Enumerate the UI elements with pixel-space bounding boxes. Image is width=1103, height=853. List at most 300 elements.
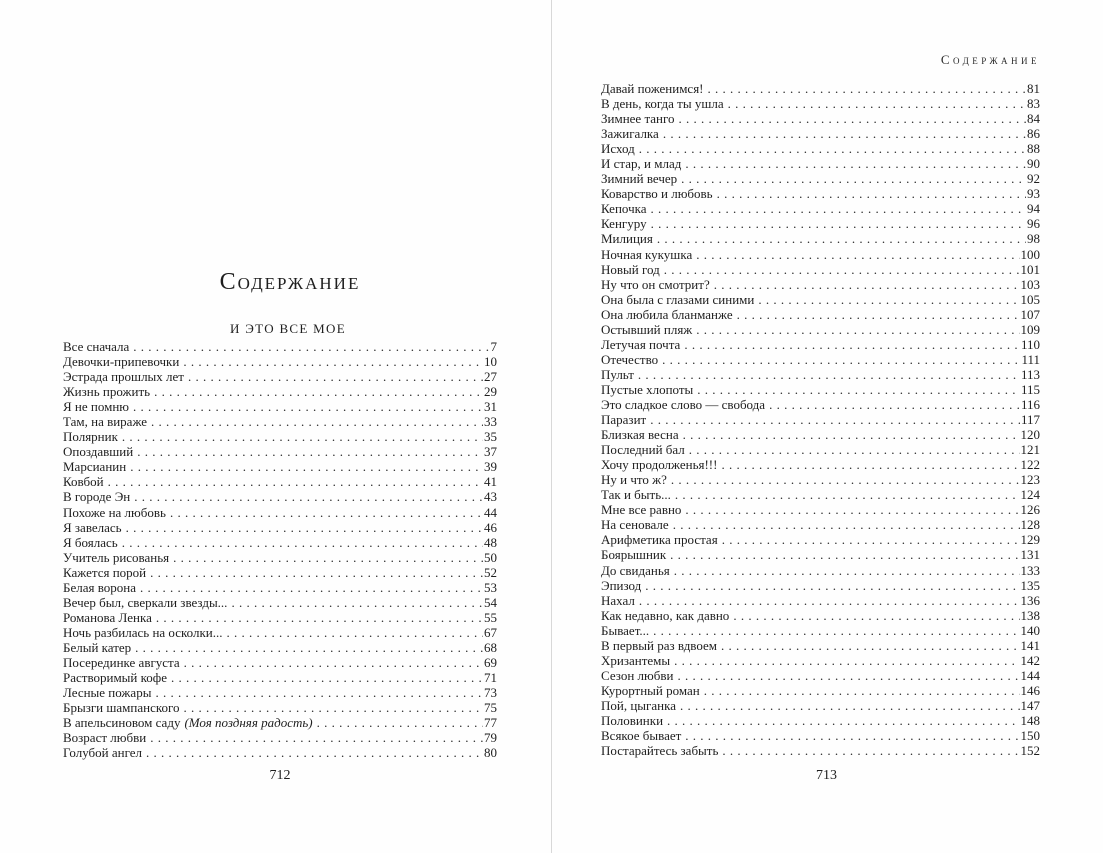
dot-leader (717, 186, 1026, 201)
toc-entry-title: Пой, цыганка (601, 697, 676, 713)
toc-entry-page: 33 (484, 414, 497, 430)
toc-entry-title: Бывает... (601, 622, 650, 638)
toc-entry-page: 75 (484, 700, 497, 716)
toc-entry (63, 474, 497, 489)
toc-entry-page: 147 (1020, 697, 1040, 713)
toc-entry (601, 382, 1040, 397)
toc-entry (601, 683, 1040, 698)
dot-leader (184, 700, 484, 715)
toc-entry (63, 550, 497, 565)
toc-entry-page: 55 (484, 609, 497, 625)
toc-entry-title: На сеновале (601, 517, 669, 533)
toc-entry-title: Близкая весна (601, 427, 679, 443)
dot-leader (677, 668, 1019, 683)
toc-list-right (601, 81, 1040, 758)
toc-entry-page: 53 (484, 579, 497, 595)
dot-leader (683, 427, 1020, 442)
toc-entry (63, 565, 497, 580)
dot-leader (171, 670, 483, 685)
toc-entry (63, 339, 497, 354)
toc-entry-title: Она любила бланманже (601, 306, 733, 322)
dot-leader (684, 337, 1020, 352)
dot-leader (681, 171, 1026, 186)
toc-entry-page: 90 (1027, 156, 1040, 172)
toc-entry-title: Девочки-припевочки (63, 354, 180, 370)
toc-entry-title: Отечество (601, 351, 659, 367)
toc-entry-title: Паразит (601, 412, 647, 428)
toc-entry (601, 186, 1040, 201)
toc-entry-title: Вечер был, сверкали звезды... (63, 594, 228, 610)
dot-leader (663, 126, 1026, 141)
toc-entry-page: 73 (484, 685, 497, 701)
toc-entry (63, 745, 497, 760)
toc-entry-page: 144 (1020, 667, 1040, 683)
toc-entry (601, 96, 1040, 111)
toc-entry (601, 653, 1040, 668)
toc-entry (63, 625, 497, 640)
toc-entry (601, 322, 1040, 337)
dot-leader (639, 593, 1020, 608)
toc-entry-title: Возраст любви (63, 730, 147, 746)
toc-entry-title: Ночная кукушка (601, 246, 693, 262)
toc-entry-page: 29 (484, 384, 497, 400)
dot-leader (667, 713, 1019, 728)
dot-leader (231, 595, 483, 610)
toc-entry (63, 700, 497, 715)
toc-entry-title: Милиция (601, 231, 653, 247)
dot-leader (317, 715, 483, 730)
dot-leader (651, 201, 1027, 216)
dot-leader (680, 698, 1020, 713)
toc-entry-page: 109 (1020, 321, 1040, 337)
toc-entry-title: Я не помню (63, 399, 130, 415)
toc-entry-page: 52 (484, 564, 497, 580)
toc-entry-page: 84 (1027, 111, 1040, 127)
toc-entry-title: До свиданья (601, 562, 670, 578)
toc-entry (601, 156, 1040, 171)
toc-entry-page: 7 (490, 339, 497, 354)
toc-entry (601, 81, 1040, 96)
page-number-left: 712 (269, 768, 291, 783)
toc-entry (601, 472, 1040, 487)
toc-entry-title: Постарайтесь забыть (601, 743, 719, 759)
dot-leader (638, 367, 1020, 382)
toc-entry (601, 563, 1040, 578)
toc-entry-title: Все сначала (63, 339, 130, 354)
toc-entry-title: Зимнее танго (601, 111, 675, 127)
toc-entry-title: Хризантемы (601, 652, 671, 668)
toc-entry-page: 133 (1020, 562, 1040, 578)
toc-entry-title: Полярник (63, 429, 118, 445)
dot-leader (696, 322, 1019, 337)
dot-leader (708, 81, 1026, 96)
toc-entry-title: Мне все равно (601, 502, 682, 518)
dot-leader (704, 683, 1020, 698)
toc-entry (63, 399, 497, 414)
dot-leader (689, 442, 1020, 457)
dot-leader (664, 262, 1020, 277)
toc-entry (63, 655, 497, 670)
dot-leader (671, 472, 1020, 487)
toc-entry-page: 71 (484, 670, 497, 686)
toc-entry-title: В городе Эн (63, 489, 131, 505)
dot-leader (137, 444, 483, 459)
toc-entry-page: 93 (1027, 186, 1040, 202)
toc-entry (63, 595, 497, 610)
dot-leader (721, 457, 1019, 472)
dot-leader (675, 487, 1020, 502)
toc-entry-title: Жизнь прожить (63, 384, 151, 400)
dot-leader (737, 307, 1020, 322)
dot-leader (134, 489, 483, 504)
toc-entry (63, 610, 497, 625)
toc-entry-title: Растворимый кофе (63, 670, 167, 686)
toc-entry-title: В первый раз вдвоем (601, 637, 718, 653)
toc-entry (601, 638, 1040, 653)
toc-entry-page: 67 (484, 624, 497, 640)
toc-entry-page: 105 (1020, 291, 1040, 307)
toc-entry-page: 96 (1027, 216, 1040, 232)
dot-leader (697, 382, 1020, 397)
toc-entry-title: Романова Ленка (63, 609, 152, 625)
toc-entry-page: 10 (484, 354, 497, 370)
toc-entry-page: 69 (484, 654, 497, 670)
toc-entry (63, 384, 497, 399)
toc-entry-page: 136 (1020, 592, 1040, 608)
toc-entry-title: Посерединке августа (63, 654, 180, 670)
toc-entry (601, 698, 1040, 713)
toc-entry (63, 580, 497, 595)
toc-entry-title: Давай поженимся! (601, 81, 704, 96)
toc-entry-title: И стар, и млад (601, 156, 682, 172)
toc-entry (601, 412, 1040, 427)
toc-entry-subtitle: (Моя поздняя радость) (184, 715, 313, 731)
dot-leader (722, 743, 1019, 758)
dot-leader (728, 96, 1026, 111)
dot-leader (673, 517, 1020, 532)
toc-entry-title: Как недавно, как давно (601, 607, 730, 623)
toc-entry-title: Всякое бывает (601, 728, 682, 744)
dot-leader (133, 399, 483, 414)
toc-entry-page: 77 (484, 715, 497, 731)
toc-entry-title: Зимний вечер (601, 171, 678, 187)
toc-entry (601, 111, 1040, 126)
toc-entry-title: Кенгуру (601, 216, 647, 232)
toc-entry-page: 50 (484, 549, 497, 565)
toc-entry-page: 48 (484, 534, 497, 550)
toc-entry-page: 116 (1020, 396, 1040, 412)
toc-entry-title: Кепочка (601, 201, 647, 217)
toc-entry (601, 517, 1040, 532)
toc-entry-page: 128 (1020, 517, 1040, 533)
toc-entry (63, 685, 497, 700)
toc-entry-page: 101 (1020, 261, 1040, 277)
toc-entry-page: 129 (1020, 532, 1040, 548)
toc-entry (63, 429, 497, 444)
dot-leader (227, 625, 483, 640)
dot-leader (146, 745, 483, 760)
toc-entry (601, 668, 1040, 683)
toc-entry (63, 640, 497, 655)
page-number-right: 713 (816, 768, 837, 783)
toc-entry (601, 247, 1040, 262)
toc-entry-page: 120 (1020, 427, 1040, 443)
dot-leader (173, 550, 483, 565)
toc-entry-page: 88 (1027, 141, 1040, 157)
dot-leader (155, 685, 483, 700)
dot-leader (674, 563, 1020, 578)
dot-leader (188, 369, 483, 384)
dot-leader (122, 429, 483, 444)
toc-entry (601, 397, 1040, 412)
toc-entry-page: 123 (1020, 472, 1040, 488)
dot-leader (657, 231, 1026, 246)
dot-leader (130, 459, 483, 474)
dot-leader (769, 397, 1020, 412)
toc-entry-page: 146 (1020, 682, 1040, 698)
toc-entry (601, 126, 1040, 141)
toc-entry-title: В апельсиновом саду (63, 715, 181, 731)
toc-entry-page: 46 (484, 519, 497, 535)
toc-entry (601, 216, 1040, 231)
toc-entry-page: 122 (1020, 457, 1040, 473)
dot-leader (733, 608, 1019, 623)
toc-entry-title: Пустые хлопоты (601, 381, 694, 397)
toc-entry-page: 31 (484, 399, 497, 415)
toc-entry-title: Летучая почта (601, 336, 681, 352)
toc-entry (63, 535, 497, 550)
toc-entry-title: Ковбой (63, 474, 104, 490)
toc-entry (601, 171, 1040, 186)
dot-leader (722, 532, 1020, 547)
toc-entry-title: В день, когда ты ушла (601, 96, 724, 112)
toc-entry-page: 148 (1020, 712, 1040, 728)
right-page (601, 0, 1040, 853)
toc-entry-page: 68 (484, 639, 497, 655)
toc-entry-title: Голубой ангел (63, 745, 142, 761)
dot-leader (156, 610, 483, 625)
toc-entry-title: Хочу продолженья!!! (601, 457, 718, 473)
toc-entry (601, 502, 1040, 517)
toc-entry-page: 43 (484, 489, 497, 505)
toc-entry-title: Арифметика простая (601, 532, 718, 548)
toc-entry-title: Так и быть... (601, 487, 671, 503)
toc-entry (601, 593, 1040, 608)
dot-leader (685, 502, 1019, 517)
dot-leader (653, 623, 1019, 638)
toc-entry-page: 35 (484, 429, 497, 445)
toc-entry-title: Я завелась (63, 519, 122, 535)
toc-entry-page: 79 (484, 730, 497, 746)
page-gutter-divider (551, 0, 552, 853)
toc-entry (601, 427, 1040, 442)
running-header: Содержание (940, 52, 1040, 67)
toc-entry-page: 111 (1021, 351, 1040, 367)
toc-entry-title: Боярышник (601, 547, 667, 563)
dot-leader (662, 352, 1020, 367)
dot-leader (151, 414, 483, 429)
toc-entry (601, 231, 1040, 246)
toc-entry-title: Исход (601, 141, 635, 157)
toc-entry-page: 141 (1020, 637, 1040, 653)
toc-entry (63, 459, 497, 474)
toc-entry-page: 150 (1020, 728, 1040, 744)
toc-entry-page: 115 (1020, 381, 1040, 397)
toc-entry (601, 608, 1040, 623)
dot-leader (674, 653, 1019, 668)
toc-entry-title: Ну и что ж? (601, 472, 667, 488)
toc-entry-page: 83 (1027, 96, 1040, 112)
toc-entry-page: 131 (1020, 547, 1040, 563)
toc-entry-page: 138 (1020, 607, 1040, 623)
dot-leader (685, 156, 1026, 171)
toc-entry (601, 201, 1040, 216)
toc-entry-page: 142 (1020, 652, 1040, 668)
toc-entry (601, 532, 1040, 547)
toc-entry-title: Лесные пожары (63, 685, 152, 701)
toc-entry (601, 728, 1040, 743)
toc-entry-title: Остывший пляж (601, 321, 693, 337)
dot-leader (645, 578, 1019, 593)
toc-list-left (63, 339, 497, 760)
toc-entry (601, 442, 1040, 457)
toc-entry-page: 121 (1020, 442, 1040, 458)
dot-leader (714, 277, 1020, 292)
toc-entry-title: Кажется порой (63, 564, 147, 580)
toc-entry-title: Она была с глазами синими (601, 291, 755, 307)
toc-entry-page: 113 (1020, 366, 1040, 382)
toc-entry-title: Ночь разбилась на осколки... (63, 624, 223, 640)
dot-leader (651, 216, 1026, 231)
toc-entry-title: Зажигалка (601, 126, 659, 142)
toc-entry-page: 152 (1020, 743, 1040, 759)
toc-page-title: Содержание (219, 269, 361, 295)
toc-entry-page: 80 (484, 745, 497, 761)
toc-entry (601, 457, 1040, 472)
dot-leader (650, 412, 1020, 427)
dot-leader (154, 384, 483, 399)
toc-entry-page: 135 (1020, 577, 1040, 593)
dot-leader (696, 247, 1019, 262)
dot-leader (122, 535, 483, 550)
toc-entry-title: Там, на вираже (63, 414, 148, 430)
dot-leader (170, 505, 483, 520)
toc-entry-page: 54 (484, 594, 497, 610)
toc-entry-page: 41 (484, 474, 497, 490)
toc-entry-page: 37 (484, 444, 497, 460)
toc-entry (601, 277, 1040, 292)
dot-leader (135, 640, 483, 655)
toc-entry-page: 81 (1027, 81, 1040, 96)
toc-entry-page: 44 (484, 504, 497, 520)
toc-entry-title: Пульт (601, 366, 634, 382)
toc-entry (601, 623, 1040, 638)
toc-entry-title: Эпизод (601, 577, 642, 593)
toc-entry (63, 489, 497, 504)
toc-entry-page: 117 (1020, 412, 1040, 428)
toc-entry-title: Белый катер (63, 639, 132, 655)
toc-entry (63, 444, 497, 459)
toc-entry-page: 39 (484, 459, 497, 475)
toc-entry-page: 100 (1020, 246, 1040, 262)
toc-entry-title: Эстрада прошлых лет (63, 369, 184, 385)
toc-entry-page: 98 (1027, 231, 1040, 247)
dot-leader (721, 638, 1019, 653)
dot-leader (184, 655, 483, 670)
left-page (63, 0, 497, 853)
toc-entry-title: Курортный роман (601, 682, 700, 698)
toc-entry (601, 262, 1040, 277)
dot-leader (133, 339, 489, 354)
dot-leader (126, 520, 483, 535)
toc-entry-page: 92 (1027, 171, 1040, 187)
toc-entry-title: Половинки (601, 712, 664, 728)
toc-entry-title: Белая ворона (63, 579, 136, 595)
toc-entry (601, 141, 1040, 156)
toc-entry (601, 307, 1040, 322)
toc-entry-page: 86 (1027, 126, 1040, 142)
toc-entry (63, 505, 497, 520)
toc-entry-page: 103 (1020, 276, 1040, 292)
toc-entry (63, 520, 497, 535)
toc-entry (63, 730, 497, 745)
toc-entry-title: Учитель рисованья (63, 549, 170, 565)
toc-entry (601, 487, 1040, 502)
dot-leader (670, 547, 1019, 562)
toc-entry-title: Новый год (601, 261, 660, 277)
dot-leader (679, 111, 1026, 126)
toc-entry-page: 124 (1020, 487, 1040, 503)
toc-entry-title: Похоже на любовь (63, 504, 166, 520)
toc-entry-title: Брызги шампанского (63, 700, 180, 716)
toc-entry-page: 140 (1020, 622, 1040, 638)
toc-entry-page: 107 (1020, 306, 1040, 322)
toc-entry (63, 670, 497, 685)
toc-entry (63, 354, 497, 369)
toc-entry (601, 337, 1040, 352)
toc-entry (63, 715, 497, 730)
dot-leader (140, 580, 483, 595)
toc-section-title: И ЭТО ВСЕ МОЕ (230, 321, 346, 336)
toc-entry-title: Я боялась (63, 534, 118, 550)
toc-entry-title: Марсианин (63, 459, 127, 475)
toc-entry (601, 547, 1040, 562)
toc-entry-page: 94 (1027, 201, 1040, 217)
toc-entry-title: Коварство и любовь (601, 186, 713, 202)
toc-entry (601, 292, 1040, 307)
toc-entry (601, 713, 1040, 728)
toc-entry (63, 369, 497, 384)
toc-entry-title: Это сладкое слово — свобода (601, 396, 766, 412)
toc-entry (601, 352, 1040, 367)
dot-leader (639, 141, 1026, 156)
dot-leader (150, 565, 483, 580)
toc-entry-page: 27 (484, 369, 497, 385)
toc-entry-page: 126 (1020, 502, 1040, 518)
dot-leader (183, 354, 483, 369)
toc-entry-title: Нахал (601, 592, 635, 608)
toc-entry-title: Сезон любви (601, 667, 674, 683)
dot-leader (150, 730, 483, 745)
toc-entry (601, 578, 1040, 593)
toc-entry-title: Опоздавший (63, 444, 134, 460)
toc-entry-page: 110 (1020, 336, 1040, 352)
toc-entry (601, 367, 1040, 382)
toc-entry (63, 414, 497, 429)
toc-entry (601, 743, 1040, 758)
dot-leader (758, 292, 1019, 307)
toc-entry-title: Ну что он смотрит? (601, 276, 710, 292)
